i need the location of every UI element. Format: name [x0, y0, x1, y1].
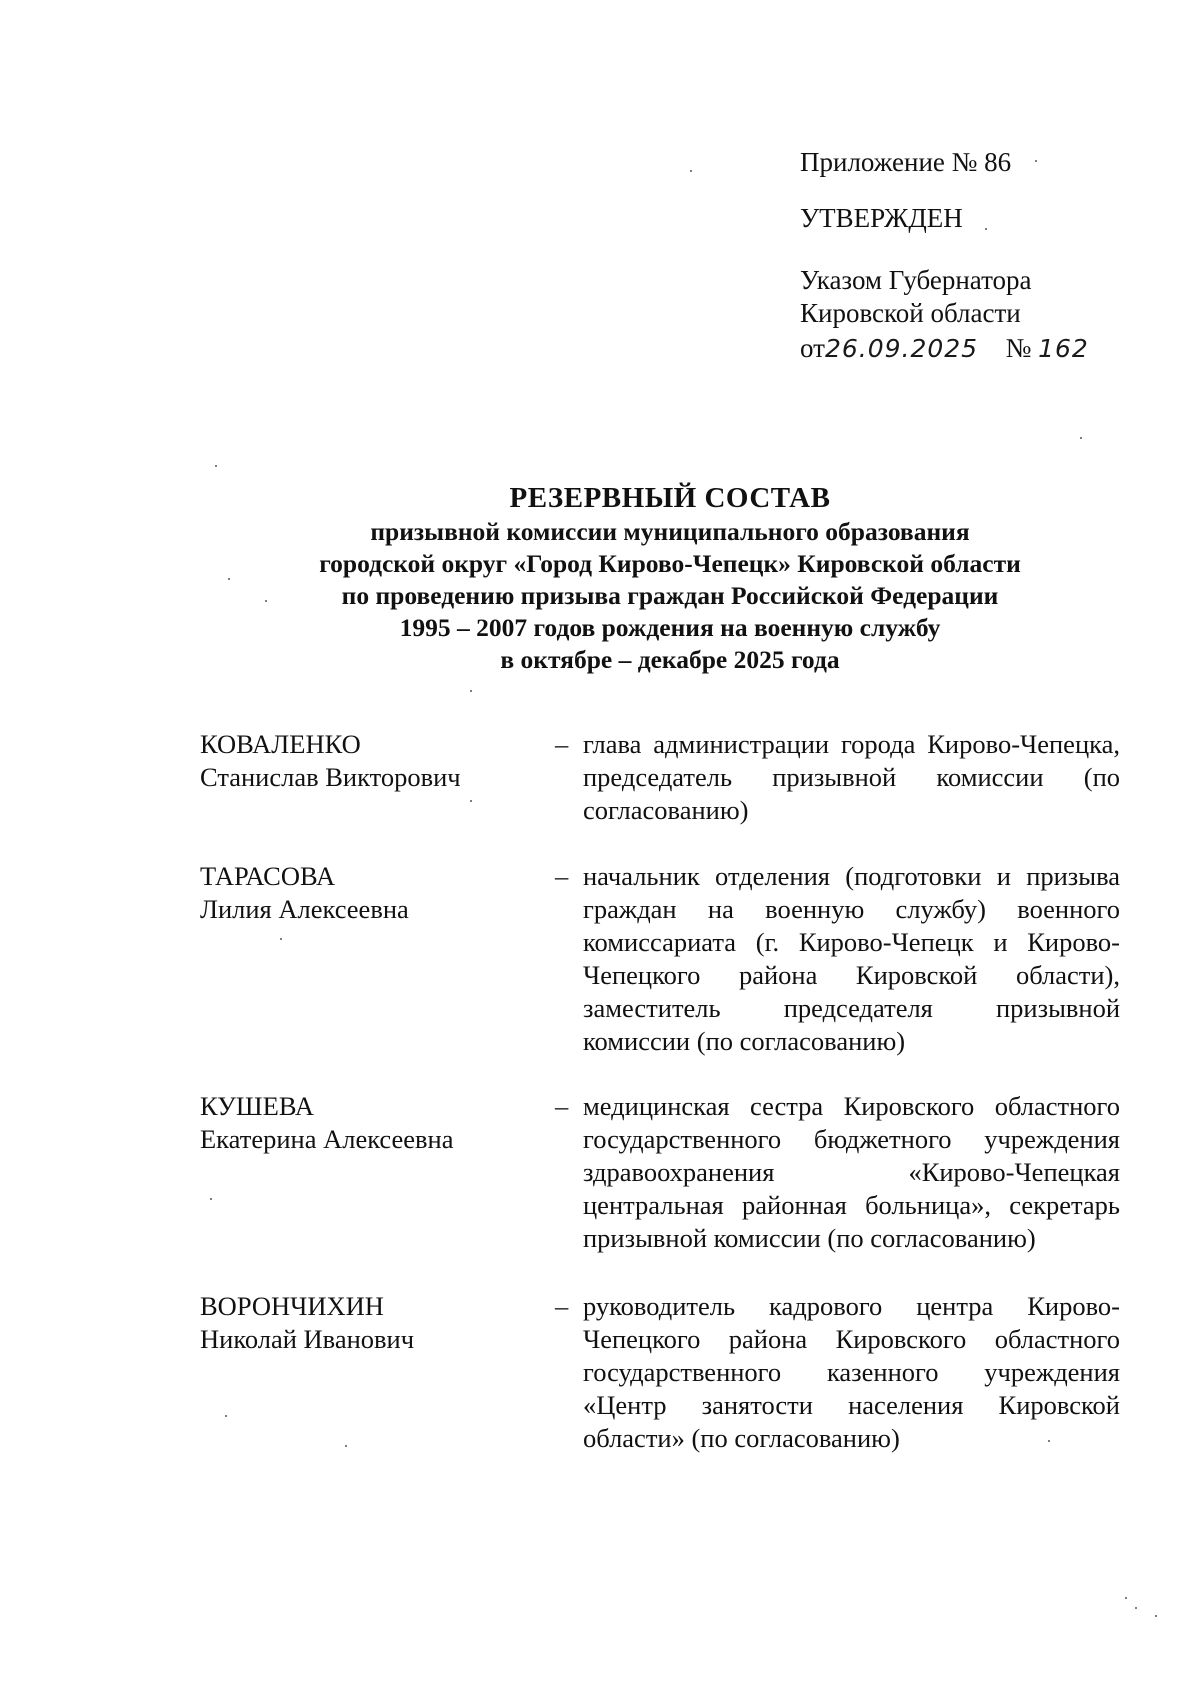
member-role: руководитель кадрового центра Кирово-Чепецкого района Кировского областного государственного казенного учреждения «Центр занятости населения Кировской области» (по согласованию) — [583, 1291, 1120, 1453]
decree-line-1: Указом Губернатора — [800, 265, 1032, 295]
appendix-number: Приложение № 86 — [800, 147, 1012, 177]
member-given-names: Николай Иванович — [200, 1324, 415, 1354]
heading-line-1: призывной комиссии муниципального образования — [370, 517, 970, 546]
member-surname: ВОРОНЧИХИН — [200, 1291, 384, 1321]
scan-speck — [265, 600, 267, 602]
member-name — [200, 728, 540, 794]
heading-line-3: по проведению призыва граждан Российской Федерации — [341, 581, 999, 610]
scan-speck — [1080, 437, 1082, 439]
scan-speck — [985, 228, 987, 230]
member-given-names: Станислав Викторович — [200, 762, 461, 792]
member-given-names: Екатерина Алексеевна — [200, 1124, 454, 1154]
decree-line-2: Кировской области — [800, 298, 1021, 328]
scan-speck — [280, 938, 282, 940]
member-name — [200, 1090, 540, 1156]
heading-line-5: в октябре – декабре 2025 года — [500, 645, 840, 674]
member-dash: – — [555, 729, 569, 759]
document-heading — [180, 480, 1160, 676]
member-role: медицинская сестра Кировского областного государственного бюджетного учреждения здравоохранения «Кирово-Чепецкая центральная районная больница», секретарь призывной комиссии (по согласованию) — [583, 1091, 1120, 1253]
heading-line-4: 1995 – 2007 годов рождения на военную службу — [399, 613, 941, 642]
member-dash: – — [555, 1291, 569, 1321]
member-name — [200, 860, 540, 926]
decree-date-line — [800, 332, 1089, 365]
scan-speck — [345, 1445, 347, 1447]
member-given-names: Лилия Алексеевна — [200, 894, 409, 924]
scan-speck — [1048, 1440, 1050, 1442]
handwritten-date: 26.09.2025 — [824, 334, 979, 363]
handwritten-number: 162 — [1038, 334, 1089, 363]
scan-speck — [225, 1415, 227, 1417]
scan-speck — [228, 578, 230, 580]
member-name — [200, 1290, 540, 1356]
member-role: глава администрации города Кирово-Чепецка, председатель призывной комиссии (по согласованию) — [583, 729, 1120, 825]
scan-speck — [215, 465, 217, 467]
member-dash: – — [555, 861, 569, 891]
member-surname: ТАРАСОВА — [200, 861, 336, 891]
approved-stamp: УТВЕРЖДЕН — [800, 203, 963, 233]
scan-speck — [1125, 1597, 1127, 1599]
heading-title: РЕЗЕРВНЫЙ СОСТАВ — [509, 482, 831, 514]
scan-speck — [1035, 160, 1037, 162]
scan-speck — [470, 690, 472, 692]
heading-line-2: городской округ «Город Кирово-Чепецк» Кировской области — [319, 549, 1021, 578]
scan-speck — [690, 170, 692, 172]
scan-speck — [1155, 1615, 1157, 1617]
number-prefix: № — [1005, 333, 1032, 363]
member-role: начальник отделения (подготовки и призыва граждан на военную службу) военного комиссариата (г. Кирово-Чепецк и Кирово-Чепецкого района Кировской области), заместитель председателя призывной комиссии (по согласованию) — [583, 861, 1120, 1056]
date-prefix: от — [800, 333, 825, 363]
member-dash: – — [555, 1091, 569, 1121]
scan-speck — [470, 800, 472, 802]
scan-speck — [1135, 1607, 1137, 1609]
member-surname: КУШЕВА — [200, 1091, 314, 1121]
scan-speck — [210, 1198, 212, 1200]
member-surname: КОВАЛЕНКО — [200, 729, 361, 759]
